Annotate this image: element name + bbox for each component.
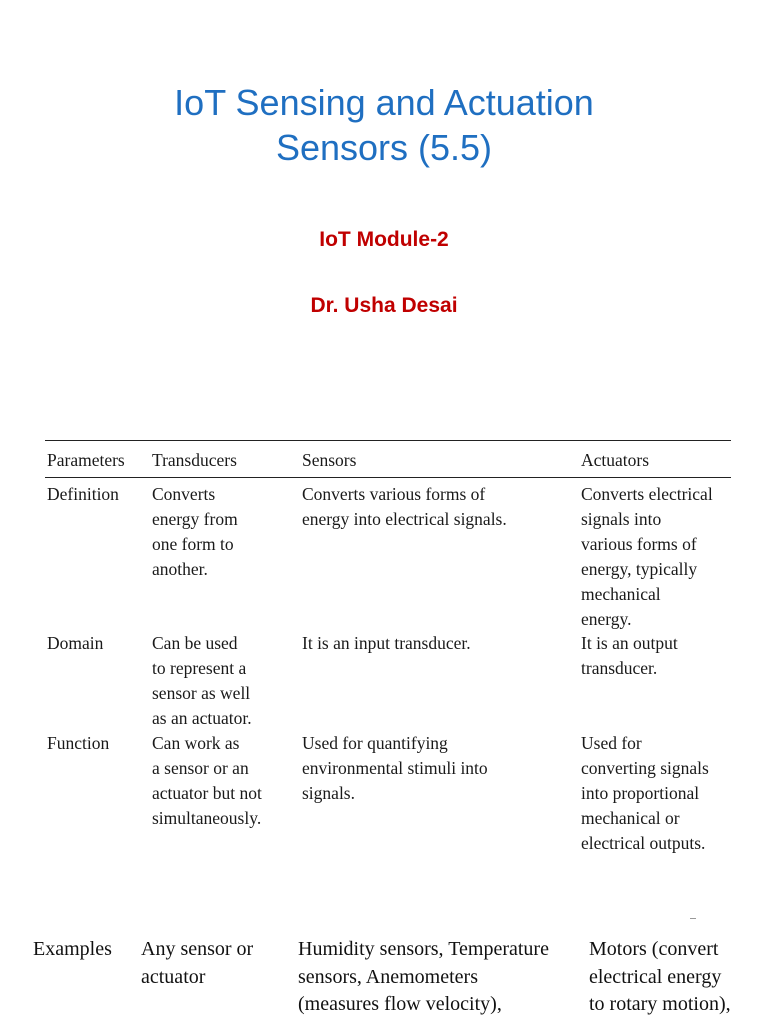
header-actuators: Actuators	[581, 450, 650, 470]
row-examples-actuators: Motors (convert electrical energy to rotary motion),	[589, 938, 731, 1015]
table-header-rule	[45, 477, 731, 478]
row-function-actuators: Used for converting signals into proportional mechanical or electrical outputs.	[581, 733, 709, 853]
row-definition-actuators: Converts electrical signals into various forms of energy, typically mechanical energy.	[581, 484, 713, 629]
slide-title-line-1: IoT Sensing and Actuation	[174, 82, 594, 123]
header-transducers: Transducers	[152, 450, 237, 470]
table-top-rule	[45, 440, 731, 441]
row-definition-parameter: Definition	[47, 484, 119, 504]
row-function-sensors: Used for quantifying environmental stimuli into signals.	[302, 733, 488, 803]
slide-title-line-2: Sensors (5.5)	[275, 127, 493, 168]
row-domain-sensors: It is an input transducer.	[302, 633, 471, 653]
row-domain-transducers: Can be used to represent a sensor as well as an actuator.	[152, 633, 252, 728]
row-examples-parameter: Examples	[33, 938, 112, 960]
row-domain-parameter: Domain	[47, 633, 104, 653]
row-examples-transducers: Any sensor or actuator	[141, 938, 254, 988]
row-function-parameter: Function	[47, 733, 110, 753]
header-parameters: Parameters	[47, 450, 125, 470]
row-definition-transducers: Converts energy from one form to another.	[152, 484, 238, 579]
row-examples-sensors: Humidity sensors, Temperature sensors, Anemometers (measures flow velocity),	[298, 938, 549, 1015]
row-definition-sensors: Converts various forms of energy into electrical signals.	[302, 484, 507, 529]
module-label: IoT Module-2	[319, 228, 449, 251]
row-domain-actuators: It is an output transducer.	[581, 633, 678, 678]
row-function-transducers: Can work as a sensor or an actuator but not simultaneously.	[152, 733, 262, 828]
author-name: Dr. Usha Desai	[310, 294, 458, 317]
scan-mark	[690, 918, 696, 919]
slide-title	[0, 80, 768, 170]
header-sensors: Sensors	[302, 450, 357, 470]
